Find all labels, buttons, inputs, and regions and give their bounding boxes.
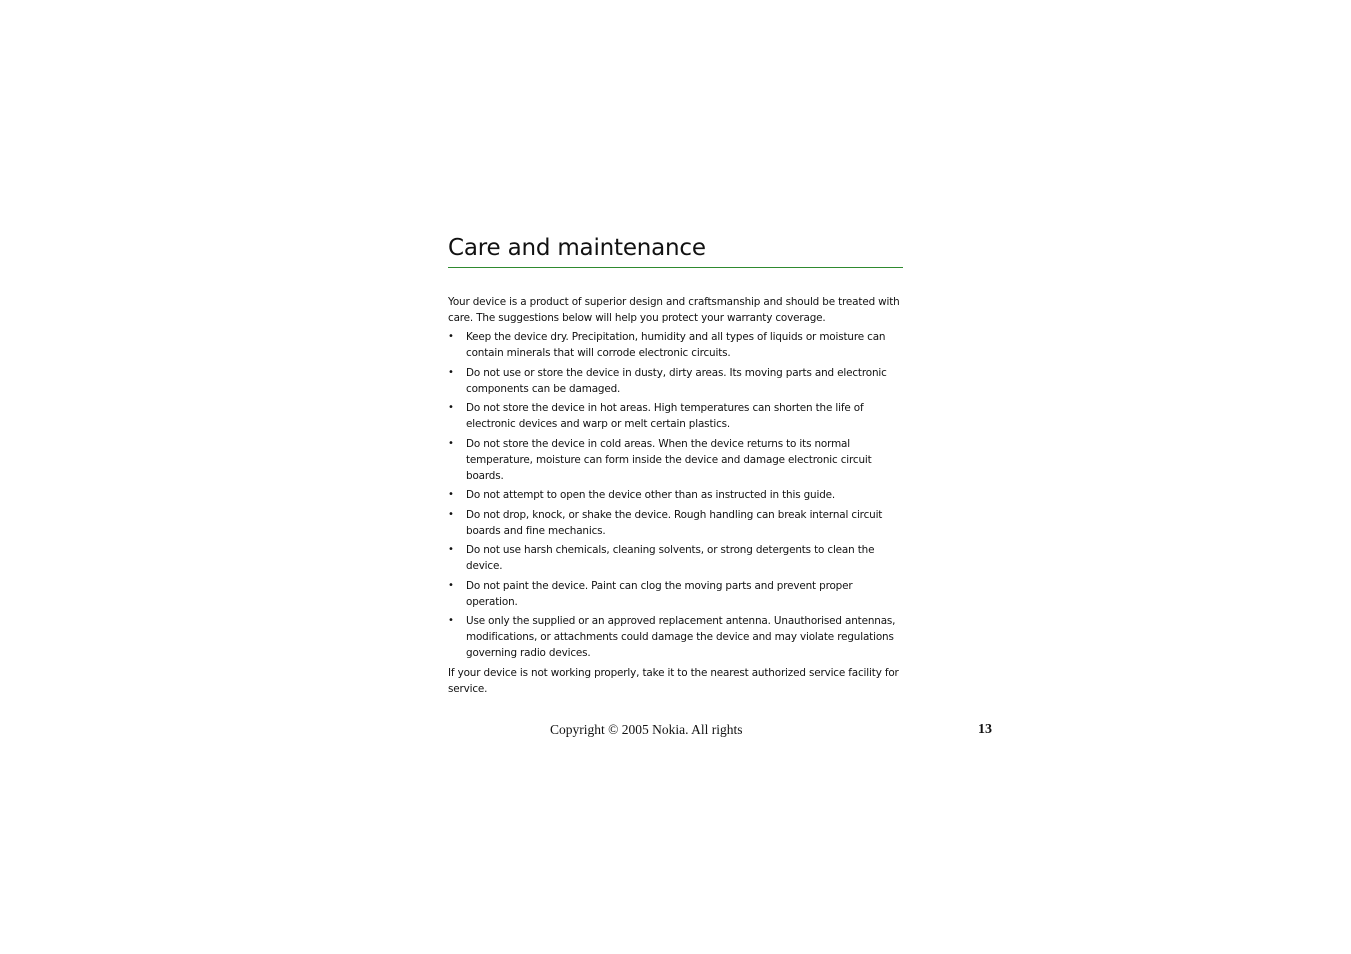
bullet-icon: • <box>448 402 454 413</box>
bullet-icon: • <box>448 579 454 591</box>
list-item-text: Do not store the device in hot areas. High temperatures can shorten the life of electronic devices and warp or melt certain plastics. <box>466 402 864 430</box>
list-item <box>448 613 903 661</box>
list-item-text: Keep the device dry. Precipitation, humidity and all types of liquids or moisture can contain minerals that will corrode electronic circuits. <box>466 331 886 359</box>
list-item-text: Do not use or store the device in dusty, dirty areas. Its moving parts and electronic components can be damaged. <box>466 366 887 395</box>
page-number: 13 <box>978 722 992 737</box>
list-item <box>448 436 903 484</box>
footer-copyright: Copyright © 2005 Nokia. All rights <box>550 722 743 737</box>
outro-paragraph: If your device is not working properly, take it to the nearest authorized service facility for service. <box>448 666 899 695</box>
list-item <box>448 329 903 361</box>
list-item-text: Do not paint the device. Paint can clog the moving parts and prevent proper operation. <box>466 579 853 608</box>
list-item-text: Do not use harsh chemicals, cleaning solvents, or strong detergents to clean the device. <box>466 544 875 572</box>
list-item <box>448 507 903 539</box>
bullet-icon: • <box>448 615 454 626</box>
list-item <box>448 578 903 610</box>
list-item-text: Do not attempt to open the device other than as instructed in this guide. <box>466 489 836 501</box>
page-content <box>448 232 903 697</box>
bullet-icon: • <box>448 489 454 500</box>
bullet-icon: • <box>448 331 454 342</box>
page-title: Care and maintenance <box>448 235 706 261</box>
title-rule <box>448 267 903 268</box>
list-item-text: Use only the supplied or an approved replacement antenna. Unauthorised antennas, modifications, or attachments could damage the device and may violate regulations governing radio devices. <box>466 615 896 659</box>
list-item <box>448 400 903 432</box>
bullet-icon: • <box>448 508 454 520</box>
list-item <box>448 542 903 574</box>
bullet-icon: • <box>448 366 454 378</box>
bullet-icon: • <box>448 437 454 449</box>
bullet-icon: • <box>448 544 454 555</box>
list-item-text: Do not drop, knock, or shake the device. Rough handling can break internal circuit boards and fine mechanics. <box>466 508 883 537</box>
care-list <box>448 329 903 661</box>
intro-paragraph: Your device is a product of superior design and craftsmanship and should be treated with care. The suggestions below will help you protect your warranty coverage. <box>448 296 900 324</box>
list-item-text: Do not store the device in cold areas. When the device returns to its normal temperature, moisture can form inside the device and damage electronic circuit boards. <box>466 437 872 482</box>
list-item <box>448 487 903 503</box>
list-item <box>448 365 903 397</box>
